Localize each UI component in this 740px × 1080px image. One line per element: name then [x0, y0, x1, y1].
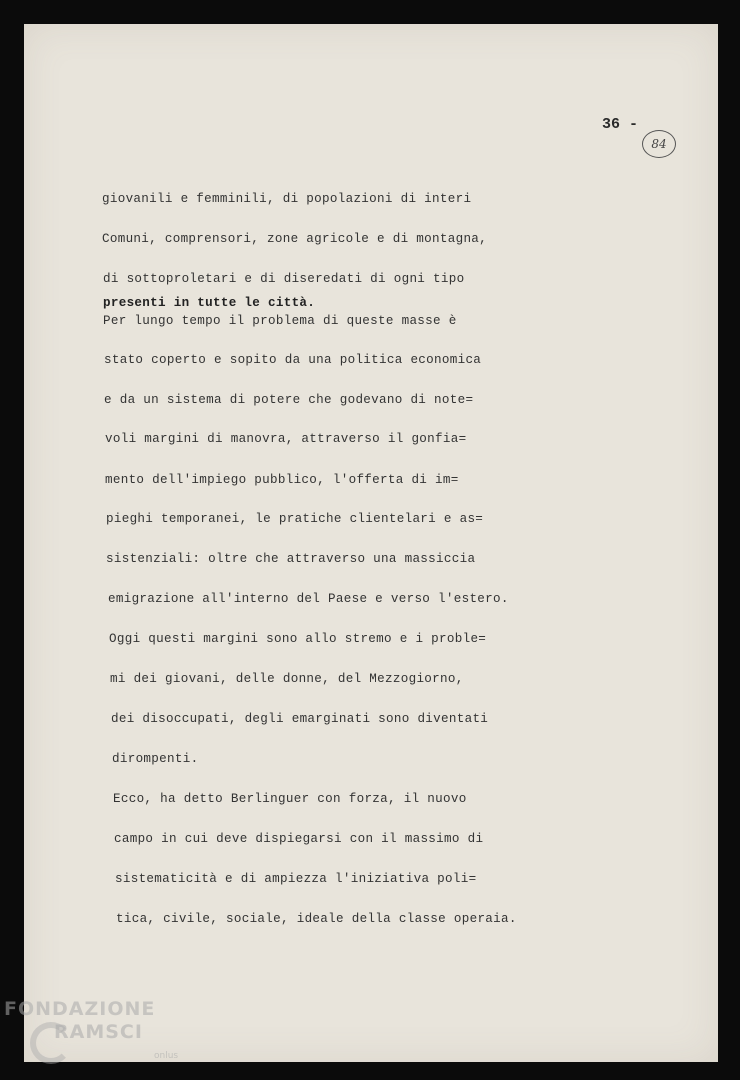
- text-line: sistenziali: oltre che attraverso una massiccia: [106, 552, 476, 566]
- text-line: e da un sistema di potere che godevano di note=: [104, 393, 474, 407]
- text-line: Per lungo tempo il problema di queste masse è: [103, 314, 457, 328]
- text-line: mi dei giovani, delle donne, del Mezzogiorno,: [110, 672, 464, 686]
- watermark-line1: FONDAZIONE: [4, 998, 156, 1020]
- text-line: dirompenti.: [112, 752, 199, 766]
- text-line: Oggi questi margini sono allo stremo e i proble=: [109, 632, 487, 646]
- text-line: pieghi temporanei, le pratiche clientelari e as=: [106, 512, 484, 526]
- text-line: Comuni, comprensori, zone agricole e di montagna,: [102, 232, 488, 246]
- text-line: giovanili e femminili, di popolazioni di interi: [102, 192, 472, 206]
- text-line: Ecco, ha detto Berlinguer con forza, il nuovo: [113, 792, 467, 806]
- text-line: di sottoproletari e di diseredati di ogni tipo: [103, 272, 465, 286]
- archive-number-stamp: 84: [642, 130, 676, 158]
- text-line: sistematicità e di ampiezza l'iniziativa poli=: [115, 872, 477, 886]
- document-page: [24, 24, 718, 1062]
- text-line: mento dell'impiego pubblico, l'offerta di im=: [105, 473, 459, 487]
- watermark-suffix: onlus: [154, 1051, 179, 1061]
- page-number: 36 -: [602, 116, 639, 133]
- text-line: campo in cui deve dispiegarsi con il massimo di: [114, 832, 484, 846]
- text-line: dei disoccupati, degli emarginati sono diventati: [111, 712, 489, 726]
- text-line-inserted: presenti in tutte le città.: [103, 296, 316, 310]
- watermark-line2: RAMSCI: [54, 1021, 143, 1043]
- text-line: emigrazione all'interno del Paese e verso l'estero.: [108, 592, 509, 606]
- text-line: tica, civile, sociale, ideale della classe operaia.: [116, 912, 517, 926]
- fondazione-gramsci-watermark: [4, 998, 179, 1061]
- text-line: voli margini di manovra, attraverso il gonfia=: [105, 432, 467, 446]
- text-line: stato coperto e sopito da una politica economica: [104, 353, 482, 367]
